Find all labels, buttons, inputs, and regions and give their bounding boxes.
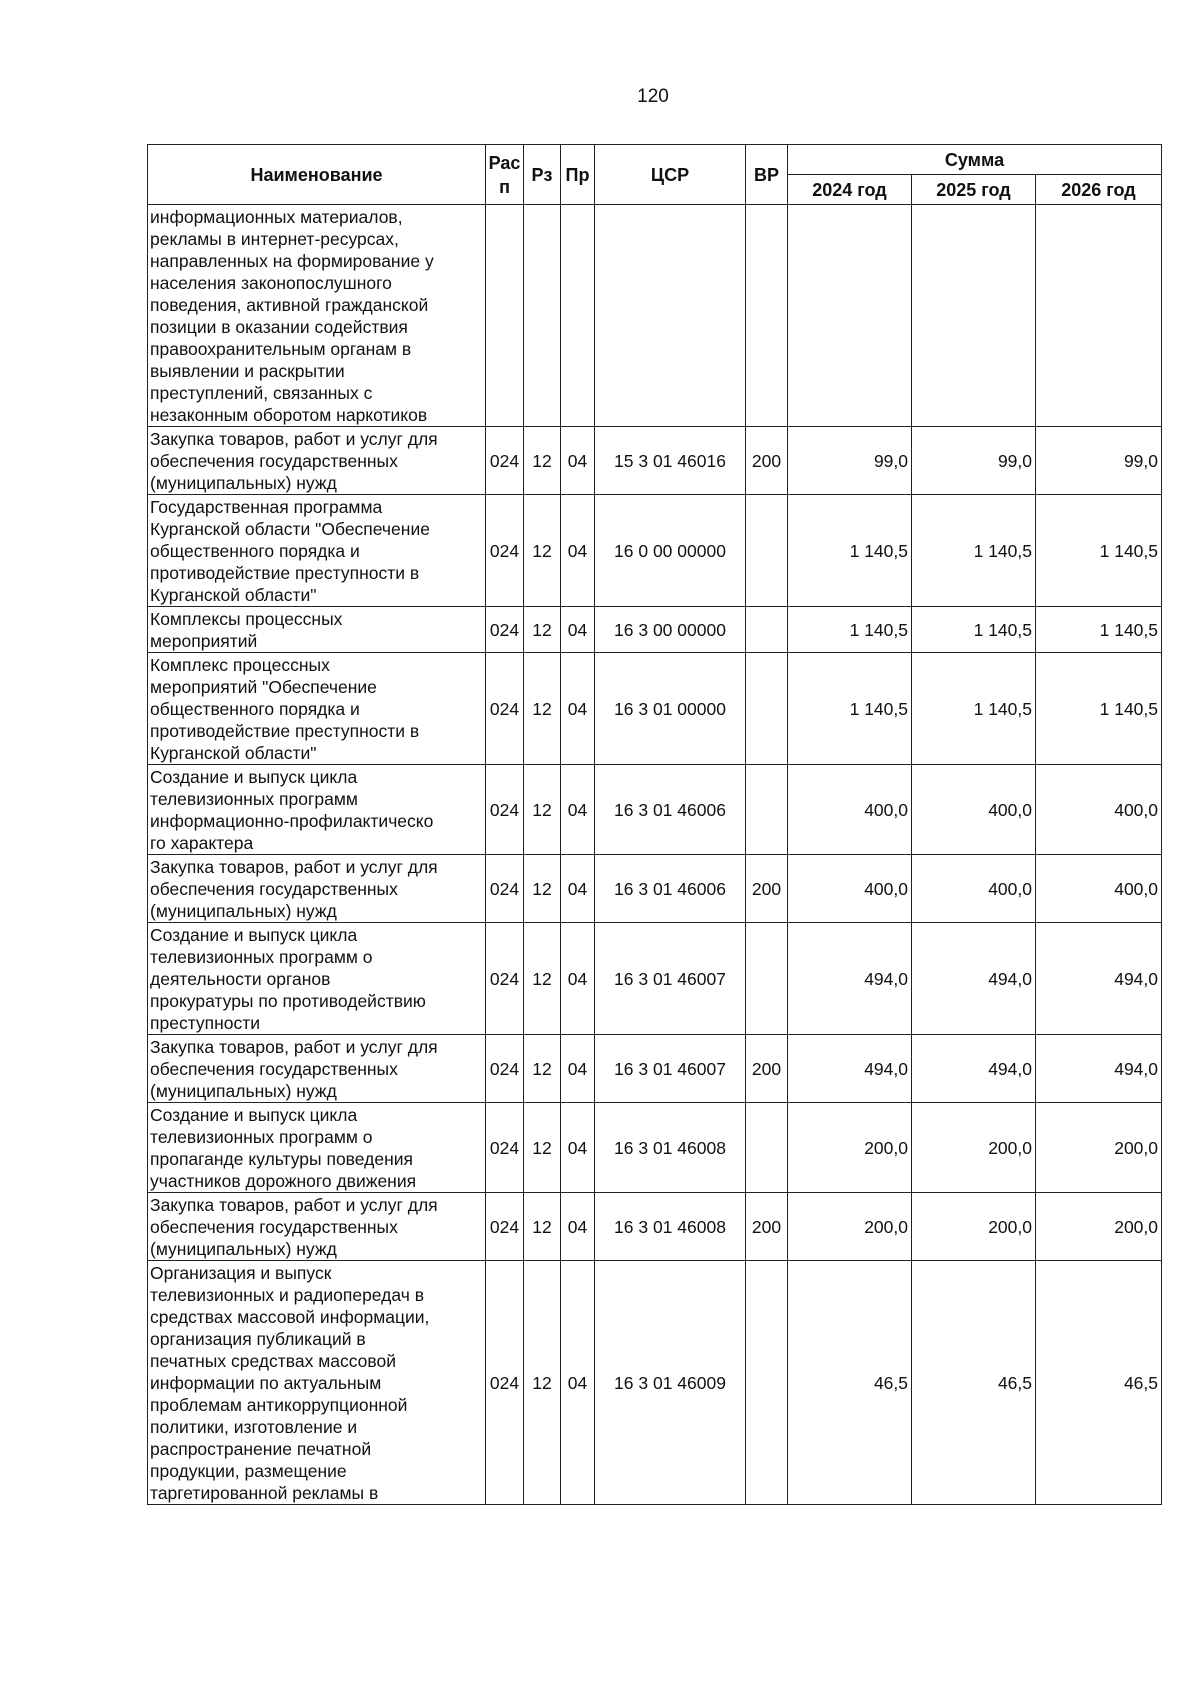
row-rz: 12: [524, 855, 561, 923]
header-year-2025: 2025 год: [912, 175, 1036, 205]
row-pr: 04: [561, 427, 595, 495]
header-csr: ЦСР: [595, 145, 746, 205]
row-vr: 200: [746, 855, 788, 923]
row-vr: [746, 765, 788, 855]
row-sum-2025: 200,0: [912, 1193, 1036, 1261]
row-sum-2024: [788, 205, 912, 427]
row-pr: [561, 205, 595, 427]
row-rz: 12: [524, 607, 561, 653]
row-pr: 04: [561, 607, 595, 653]
row-pr: 04: [561, 495, 595, 607]
row-rasp: 024: [486, 495, 524, 607]
row-rz: [524, 205, 561, 427]
table-row: [148, 1193, 1162, 1261]
row-name: Закупка товаров, работ и услуг для обеспечения государственных (муниципальных) нужд: [148, 1193, 486, 1261]
row-rz: 12: [524, 923, 561, 1035]
row-rasp: 024: [486, 1103, 524, 1193]
row-rz: 12: [524, 1261, 561, 1505]
header-row: [148, 145, 1162, 175]
row-rasp: 024: [486, 1261, 524, 1505]
row-name: Организация и выпуск телевизионных и радиопередач в средствах массовой информации, организация публикаций в печатных средствах массовой информации по актуальным проблемам антикоррупционной политики, изготовление и распространение печатной продукции, размещение таргетированной рекламы в: [148, 1261, 486, 1505]
row-rasp: 024: [486, 607, 524, 653]
row-rz: 12: [524, 765, 561, 855]
header-pr: Пр: [561, 145, 595, 205]
row-vr: [746, 923, 788, 1035]
row-sum-2025: 200,0: [912, 1103, 1036, 1193]
table-row: [148, 1035, 1162, 1103]
row-sum-2026: 494,0: [1036, 923, 1162, 1035]
row-csr: 16 3 01 46007: [595, 923, 746, 1035]
table-row: [148, 1261, 1162, 1505]
row-csr: 16 3 01 00000: [595, 653, 746, 765]
row-csr: 16 3 01 46006: [595, 765, 746, 855]
row-sum-2026: 1 140,5: [1036, 607, 1162, 653]
row-vr: [746, 653, 788, 765]
row-sum-2025: 46,5: [912, 1261, 1036, 1505]
row-sum-2024: 1 140,5: [788, 495, 912, 607]
row-vr: [746, 1261, 788, 1505]
table-row: [148, 765, 1162, 855]
table-row: [148, 495, 1162, 607]
row-sum-2025: 494,0: [912, 1035, 1036, 1103]
row-rasp: 024: [486, 1035, 524, 1103]
row-rz: 12: [524, 427, 561, 495]
row-rasp: 024: [486, 923, 524, 1035]
row-vr: [746, 205, 788, 427]
row-sum-2026: 200,0: [1036, 1193, 1162, 1261]
row-vr: 200: [746, 427, 788, 495]
row-sum-2024: 46,5: [788, 1261, 912, 1505]
table-row: [148, 607, 1162, 653]
row-sum-2024: 494,0: [788, 923, 912, 1035]
row-sum-2025: 400,0: [912, 765, 1036, 855]
row-csr: 16 3 01 46008: [595, 1103, 746, 1193]
row-sum-2024: 200,0: [788, 1103, 912, 1193]
row-vr: [746, 607, 788, 653]
page-number: 120: [637, 86, 669, 107]
row-sum-2025: [912, 205, 1036, 427]
row-sum-2026: 46,5: [1036, 1261, 1162, 1505]
table-body: [148, 205, 1162, 1505]
row-csr: 15 3 01 46016: [595, 427, 746, 495]
table-row: [148, 1103, 1162, 1193]
row-name: Создание и выпуск цикла телевизионных программ о пропаганде культуры поведения участников дорожного движения: [148, 1103, 486, 1193]
row-pr: 04: [561, 923, 595, 1035]
row-csr: 16 3 01 46006: [595, 855, 746, 923]
header-name: Наименование: [148, 145, 486, 205]
table-row: [148, 653, 1162, 765]
row-sum-2025: 1 140,5: [912, 653, 1036, 765]
row-csr: 16 3 00 00000: [595, 607, 746, 653]
row-sum-2025: 1 140,5: [912, 495, 1036, 607]
header-sum: Сумма: [788, 145, 1162, 175]
table-row: [148, 427, 1162, 495]
row-csr: 16 0 00 00000: [595, 495, 746, 607]
row-sum-2024: 494,0: [788, 1035, 912, 1103]
row-sum-2024: 1 140,5: [788, 653, 912, 765]
table-row: [148, 855, 1162, 923]
row-sum-2026: [1036, 205, 1162, 427]
row-name: Государственная программа Курганской области "Обеспечение общественного порядка и противодействие преступности в Курганской области": [148, 495, 486, 607]
row-pr: 04: [561, 1103, 595, 1193]
row-rz: 12: [524, 1103, 561, 1193]
row-sum-2024: 400,0: [788, 765, 912, 855]
row-name: Комплекс процессных мероприятий "Обеспечение общественного порядка и противодействие преступности в Курганской области": [148, 653, 486, 765]
row-csr: 16 3 01 46008: [595, 1193, 746, 1261]
header-year-2026: 2026 год: [1036, 175, 1162, 205]
row-rz: 12: [524, 1035, 561, 1103]
row-sum-2024: 1 140,5: [788, 607, 912, 653]
budget-table: [147, 144, 1162, 1505]
row-pr: 04: [561, 1035, 595, 1103]
row-sum-2025: 494,0: [912, 923, 1036, 1035]
row-vr: [746, 1103, 788, 1193]
row-sum-2026: 400,0: [1036, 765, 1162, 855]
row-rz: 12: [524, 653, 561, 765]
table-row: [148, 205, 1162, 427]
row-pr: 04: [561, 653, 595, 765]
budget-table-container: [147, 144, 1161, 1505]
row-sum-2026: 1 140,5: [1036, 495, 1162, 607]
row-rasp: 024: [486, 855, 524, 923]
row-rasp: 024: [486, 427, 524, 495]
row-sum-2026: 494,0: [1036, 1035, 1162, 1103]
row-sum-2026: 400,0: [1036, 855, 1162, 923]
row-name: Закупка товаров, работ и услуг для обеспечения государственных (муниципальных) нужд: [148, 855, 486, 923]
header-vr: ВР: [746, 145, 788, 205]
row-sum-2026: 1 140,5: [1036, 653, 1162, 765]
row-name: Закупка товаров, работ и услуг для обеспечения государственных (муниципальных) нужд: [148, 427, 486, 495]
row-rz: 12: [524, 495, 561, 607]
row-rz: 12: [524, 1193, 561, 1261]
row-pr: 04: [561, 1261, 595, 1505]
row-sum-2026: 200,0: [1036, 1103, 1162, 1193]
row-rasp: [486, 205, 524, 427]
row-name: Закупка товаров, работ и услуг для обеспечения государственных (муниципальных) нужд: [148, 1035, 486, 1103]
row-csr: 16 3 01 46007: [595, 1035, 746, 1103]
row-sum-2026: 99,0: [1036, 427, 1162, 495]
row-pr: 04: [561, 765, 595, 855]
header-rz: Рз: [524, 145, 561, 205]
row-name: информационных материалов, рекламы в интернет-ресурсах, направленных на формирование у населения законопослушного поведения, активной гражданской позиции в оказании содействия правоохранительным органам в выявлении и раскрытии преступлений, связанных с незаконным оборотом наркотиков: [148, 205, 486, 427]
row-name: Комплексы процессных мероприятий: [148, 607, 486, 653]
row-csr: 16 3 01 46009: [595, 1261, 746, 1505]
row-rasp: 024: [486, 653, 524, 765]
row-pr: 04: [561, 855, 595, 923]
row-rasp: 024: [486, 765, 524, 855]
row-name: Создание и выпуск цикла телевизионных программ информационно-профилактическо го характера: [148, 765, 486, 855]
row-name: Создание и выпуск цикла телевизионных программ о деятельности органов прокуратуры по противодействию преступности: [148, 923, 486, 1035]
row-sum-2024: 99,0: [788, 427, 912, 495]
row-sum-2024: 200,0: [788, 1193, 912, 1261]
row-rasp: 024: [486, 1193, 524, 1261]
row-sum-2025: 400,0: [912, 855, 1036, 923]
row-vr: 200: [746, 1035, 788, 1103]
row-csr: [595, 205, 746, 427]
table-row: [148, 923, 1162, 1035]
row-vr: [746, 495, 788, 607]
row-sum-2025: 1 140,5: [912, 607, 1036, 653]
header-year-2024: 2024 год: [788, 175, 912, 205]
row-vr: 200: [746, 1193, 788, 1261]
row-pr: 04: [561, 1193, 595, 1261]
header-rasp: Рас п: [486, 145, 524, 205]
row-sum-2024: 400,0: [788, 855, 912, 923]
row-sum-2025: 99,0: [912, 427, 1036, 495]
